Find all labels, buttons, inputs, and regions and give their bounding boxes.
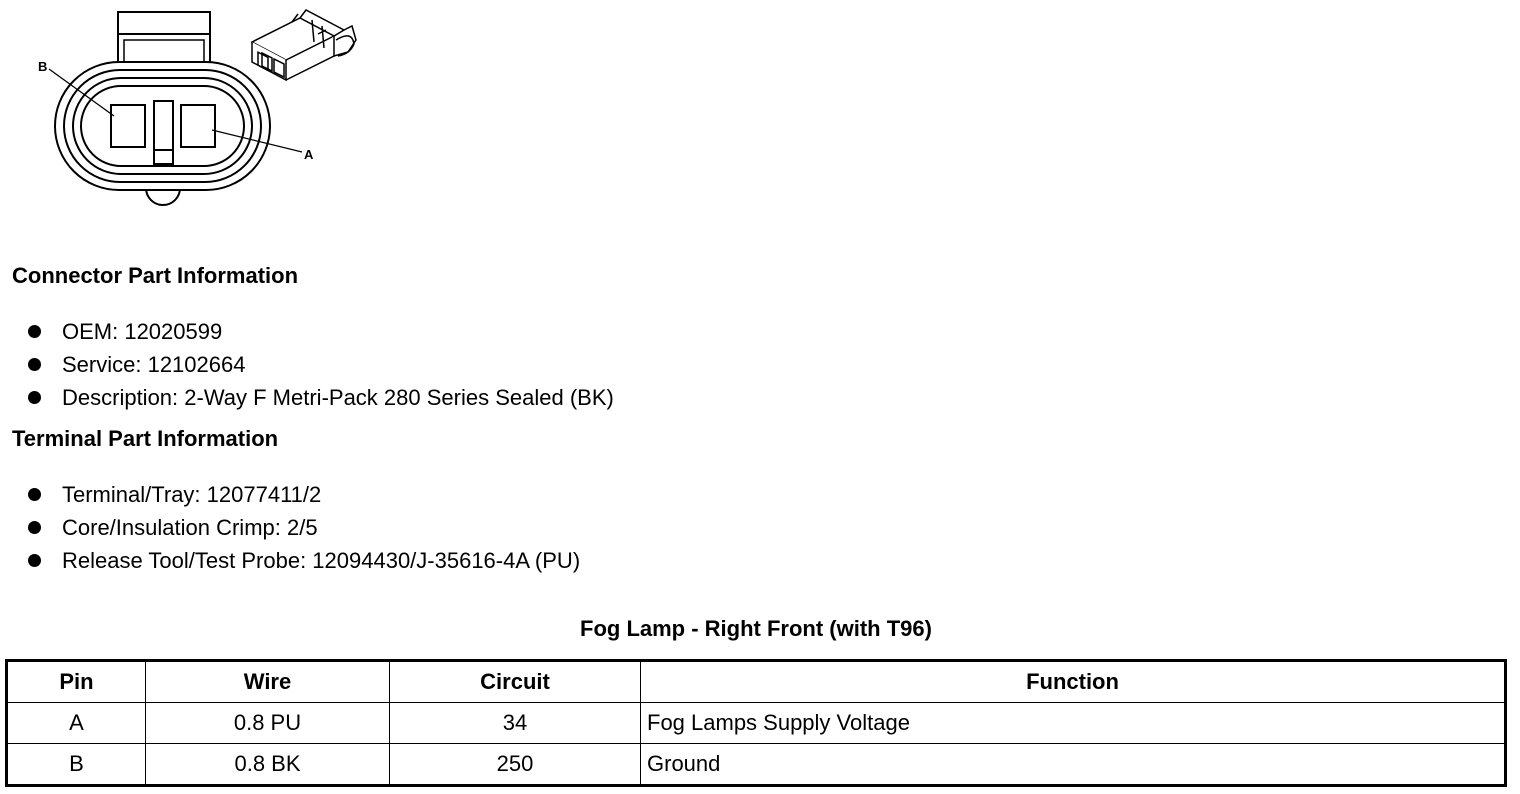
list-item: Core/Insulation Crimp: 2/5 — [28, 511, 580, 544]
table-header-row — [7, 661, 1506, 703]
terminal-part-info-list — [28, 478, 580, 577]
cell-wire: 0.8 BK — [146, 744, 390, 786]
bullet-icon — [28, 554, 41, 567]
list-item: Description: 2-Way F Metri-Pack 280 Series Sealed (BK) — [28, 381, 614, 414]
pin-label-b: B — [38, 59, 48, 74]
column-header-pin: Pin — [7, 661, 146, 703]
column-header-circuit: Circuit — [390, 661, 641, 703]
bullet-icon — [28, 488, 41, 501]
pinout-table — [5, 659, 1507, 787]
pinout-table-title: Fog Lamp - Right Front (with T96) — [580, 616, 932, 641]
bullet-icon — [28, 521, 41, 534]
cell-circuit: 250 — [390, 744, 641, 786]
column-header-function: Function — [641, 661, 1506, 703]
cell-wire: 0.8 PU — [146, 703, 390, 744]
list-item: OEM: 12020599 — [28, 315, 614, 348]
cell-function: Fog Lamps Supply Voltage — [641, 703, 1506, 744]
terminal-part-info-heading: Terminal Part Information — [12, 426, 279, 451]
list-item: Terminal/Tray: 12077411/2 — [28, 478, 580, 511]
connector-illustration — [0, 0, 380, 220]
column-header-wire: Wire — [146, 661, 390, 703]
list-item: Service: 12102664 — [28, 348, 614, 381]
connector-part-info-list — [28, 315, 614, 414]
bullet-icon — [28, 358, 41, 371]
cell-circuit: 34 — [390, 703, 641, 744]
list-item: Release Tool/Test Probe: 12094430/J-35616-4A (PU) — [28, 544, 580, 577]
cell-pin: B — [7, 744, 146, 786]
bullet-icon — [28, 325, 41, 338]
table-row — [7, 744, 1506, 786]
bullet-icon — [28, 391, 41, 404]
pin-label-a: A — [304, 147, 314, 162]
table-row — [7, 703, 1506, 744]
connector-thumbnail — [252, 10, 356, 80]
connector-part-info-heading: Connector Part Information — [12, 263, 299, 288]
cell-function: Ground — [641, 744, 1506, 786]
cell-pin: A — [7, 703, 146, 744]
